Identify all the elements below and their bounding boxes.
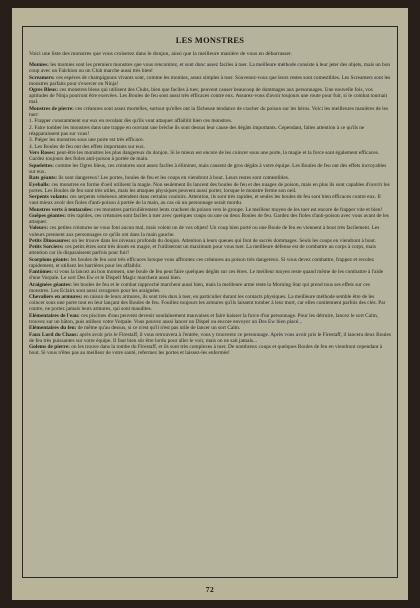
- monster-name: Serpents volants:: [29, 194, 69, 201]
- monster-name: Rats géants:: [29, 175, 58, 182]
- monster-entry: [29, 244, 391, 256]
- monster-list: [29, 62, 391, 356]
- monster-name: Elémentaires de l'eau:: [29, 312, 80, 319]
- monster-description: ils sont dangereux! Les portes, boules de feu et les coups en viendront à bout. Leurs restes sont comestibles.: [58, 175, 290, 182]
- monster-entry: [29, 344, 391, 356]
- monster-description: on les trouve dans la tombe du Firestaff, et ils sont très complexes à tuer. De nombreux coups et quelques Boules de feu en viendront cependant à bout. Si vous n'êtes pas au meilleur de votre santé, refermez les portes et laissez-les enfermés!: [29, 344, 383, 357]
- monster-entry: [29, 257, 391, 269]
- text-frame: [22, 26, 398, 578]
- monster-description: très rapides, ces créatures sont faciles à tuer avec quelques coups ou une ou deux Boules de feu. Gardez des fioles d'anti-poison avec vous avant de les attaquer.: [29, 213, 389, 226]
- monster-entry: [29, 182, 391, 194]
- monster-name: Petits Sorciers:: [29, 244, 64, 251]
- manual-page: [12, 8, 408, 600]
- monster-entry: [29, 207, 391, 213]
- monster-description: 1. Frapper constamment sur eux en reculant dès qu'ils vont attaquer affaiblit bien ces monstres.: [29, 118, 232, 125]
- monster-name: Screamers:: [29, 74, 55, 81]
- monster-entry: [29, 175, 391, 181]
- monster-name: Momies:: [29, 62, 49, 69]
- monster-description: ces monstres particulièrement lents crachent du poison vers le groupe. Le meilleur moyen de les tuer est encore de frapper vite et bien!: [94, 206, 383, 213]
- monster-description: comme les Ogres bleus, ces créatures sont assez faciles à éliminer, mais causent de gros dégâts à votre équipe. Les Boules de feu ont des effets incroyables sur eux.: [29, 162, 387, 175]
- monster-entry: [29, 137, 391, 143]
- monster-entry: [29, 163, 391, 175]
- page-number: 72: [205, 585, 215, 594]
- monster-entry: [29, 225, 391, 237]
- monster-name: Ogres Bleus:: [29, 87, 59, 94]
- monster-description: de même qu'au dessus, si ce n'est qu'il n'est pas utile de lancer un sort Calm.: [77, 325, 241, 332]
- monster-description: les boules de feu sont très efficaces lorsque vous affrontez ces créatures au poison très dangereux. Si vous devez combattre, frappez et reculez rapidement, et utilisez les barrières pour les affaiblir.: [29, 256, 374, 269]
- page-title: LES MONSTRES: [175, 36, 245, 45]
- monster-entry: [29, 62, 391, 74]
- monster-description: 4. Les Boules de feu ont des effets importants sur eux.: [29, 143, 145, 150]
- monster-description: 3. Piéger les monstres sous une porte est très efficace.: [29, 137, 144, 144]
- monster-entry: [29, 150, 391, 162]
- monster-description: ces créatures sont assez mortelles, surtout qu'elles ont la fâcheuse tendance de cracher du poison sur les héros. Voici les meilleures manières de les tuer:: [29, 105, 389, 118]
- monster-description: 2. Faire tomber les monstres dans une trappe en ouvrant une brèche ils sont dessus leur cause des dégâts importants. Cependant, faites attention à ce qu'ils ne réapparaissent pas sur vous!: [29, 124, 365, 137]
- monster-name: Eyeballs:: [29, 181, 51, 188]
- monster-description: ces piscines d'eau peuvent devenir soudainement mauvaises et faire baisser la force d'un personnage. Pour les détruire, lancez le sort Calm, trouvez sur un bâton, puis utilisez votre Vorpale. Vous pouvez aussi lancer un Dispel ou encore envoyer un Des Ew bien placé...: [29, 312, 379, 325]
- monster-entry: [29, 294, 391, 312]
- monster-description: les momies sont les premiers monstres que vous rencontrez, et sont donc assez faciles à tuer. La meilleure méthode consiste à leur jeter des objets, mais un bon coup avec un Falchion ou un Club marche aussi très bien!: [29, 62, 391, 75]
- monster-entry: [29, 213, 391, 225]
- monster-name: Chevaliers en armures:: [29, 294, 83, 301]
- monster-name: Golems de pierre:: [29, 344, 70, 351]
- monster-name: Squelettes:: [29, 162, 54, 169]
- monster-description: ces monstres bleus qui utilisent des Clubs, bien que faciles à tuer, peuvent causer beaucoup de dommages aux personnages. Une nouvelle fois, vos aptitudes de Ninja pourront être exercées. Les Boules de feu sont aussi très efficaces contre eux. Assurez-vous d'avoir toujours une route pour fuir, si le combat tournait mal.: [29, 87, 388, 106]
- monster-description: si vous la lancez au bon moment, une boule de feu peut faire quelques dégâts sur ces êtres. Le meilleur moyen reste quand même de les combattre à l'aide d'une Vorpale. Le sort Des Ew et le Dispell Magic marchent aussi bien.: [29, 269, 383, 282]
- monster-description: peut-être les monstres les plus dangereux du donjon. Si le mieux est encore de les coincer sous une porte, la magie et la force sont également efficaces. Gardez toujours des fioles anti-poison à portée de main.: [29, 150, 380, 163]
- monster-entry: [29, 125, 391, 137]
- monster-entry: [29, 332, 391, 344]
- monster-description: après avoir pris le Firestaff, il vous retrouvera à l'entrée, vous y trouverez ce personnage. Après vous avoir pris le Firestaff, il lancera deux Boules de feu très puissantes sur votre équipe. Il faut bien sûr être lordo pour aller le voir, mais on ne sait jamais...: [29, 331, 391, 344]
- monster-description: ces serpents vénéneux attendent dans certains couloirs. Attention, ils sont très rapides, et seules les boules de feu sont bien efficaces contre eux. Il vaut mieux avoir des fioles d'anti-poison à portée de la main, au cas où un personnage serait mordu.: [29, 194, 381, 207]
- intro-paragraph: Voici une liste des monstres que vous croiserez dans le donjon, ainsi que la meilleure manière de vous en débarrasser.: [29, 51, 292, 57]
- monster-entry: [29, 118, 391, 124]
- monster-description: ces petites créatures ne vous font aucun mal, mais volent un de vos objets! Un coup bien porté ou une Boule de feu en viennent à bout très facilement. Les voleurs prennent aux personnages ce qu'ils ont dans la main gauche.: [29, 225, 380, 238]
- monster-name: Fantômes:: [29, 269, 54, 276]
- monster-description: ces monstres en forme d'oeil utilisent la magie. Non seulement ils lancent des boules de feu et des nuages de poison, mais en plus ils sont capables d'ouvrir les portes. Les Boules de feu sont très utiles, mais les attaques physiques peuvent aussi porter, lorsque le monstre ferme son oeil.: [29, 181, 390, 194]
- monster-name: Araignées géantes:: [29, 281, 72, 288]
- monster-name: Scorpions géants:: [29, 256, 70, 263]
- monster-entry: [29, 144, 391, 150]
- monster-description: ces espèces de champignons vivants sont, comme les momies, assez simples à tuer. Souvenez-vous que leurs restes sont comestibles. Les Screamers sont les monstres parfaits pour s'exercer en Ninja!: [29, 74, 391, 87]
- monster-entry: [29, 313, 391, 325]
- monster-name: Vers Roses:: [29, 150, 56, 157]
- monster-name: Guêpes géantes:: [29, 213, 66, 219]
- monster-entry: [29, 87, 391, 105]
- monster-entry: [29, 269, 391, 281]
- monster-name: Monstres verts à tentacules:: [29, 206, 93, 213]
- monster-description: on les trouve dans les niveaux profonds du donjon. Attention à leurs queues qui font de sacrés dommages. Seuls les coups en viendront à bout.: [71, 237, 377, 244]
- monster-description: ces petits êtres sont très doués en magie, et l'utiliseront un maximum pour vous tuer. La meilleure défense est de combattre au corps à corps, mais attention car ils disparaissent parfois pour fuir!: [29, 244, 376, 257]
- monster-entry: [29, 106, 391, 118]
- monster-description: en raison de leurs armures, ils sont très durs à tuer, en particulier durant les contacts physiques. La meilleure méthode semble être de les coincer sous une porte tout en leur lançant des Boules de feu. Fouillez toujours les armures qu'ils laissent tomber à leur mort, car elles contiennent parfois des clés. Par contre, ne portez jamais leurs armures, qui sont maudites.: [29, 294, 386, 313]
- monster-entry: [29, 325, 391, 331]
- monster-name: Petits Dinosaures:: [29, 237, 71, 244]
- monster-description: les boules de feu et le combat rapproché marchent aussi bien, mais la meilleure arme reste la Morning Star qui prend tous ses effets sur ces monstres. Les Eclairs sont aussi ravageurs pour les araignées.: [29, 281, 370, 294]
- monster-name: Faux Lord du Chaos:: [29, 331, 79, 338]
- monster-name: Elémentaires du feu:: [29, 325, 77, 332]
- monster-name: Voleurs:: [29, 225, 49, 232]
- monster-entry: [29, 194, 391, 206]
- monster-entry: [29, 282, 391, 294]
- monster-name: Monstres de pierre:: [29, 105, 74, 112]
- monster-entry: [29, 75, 391, 87]
